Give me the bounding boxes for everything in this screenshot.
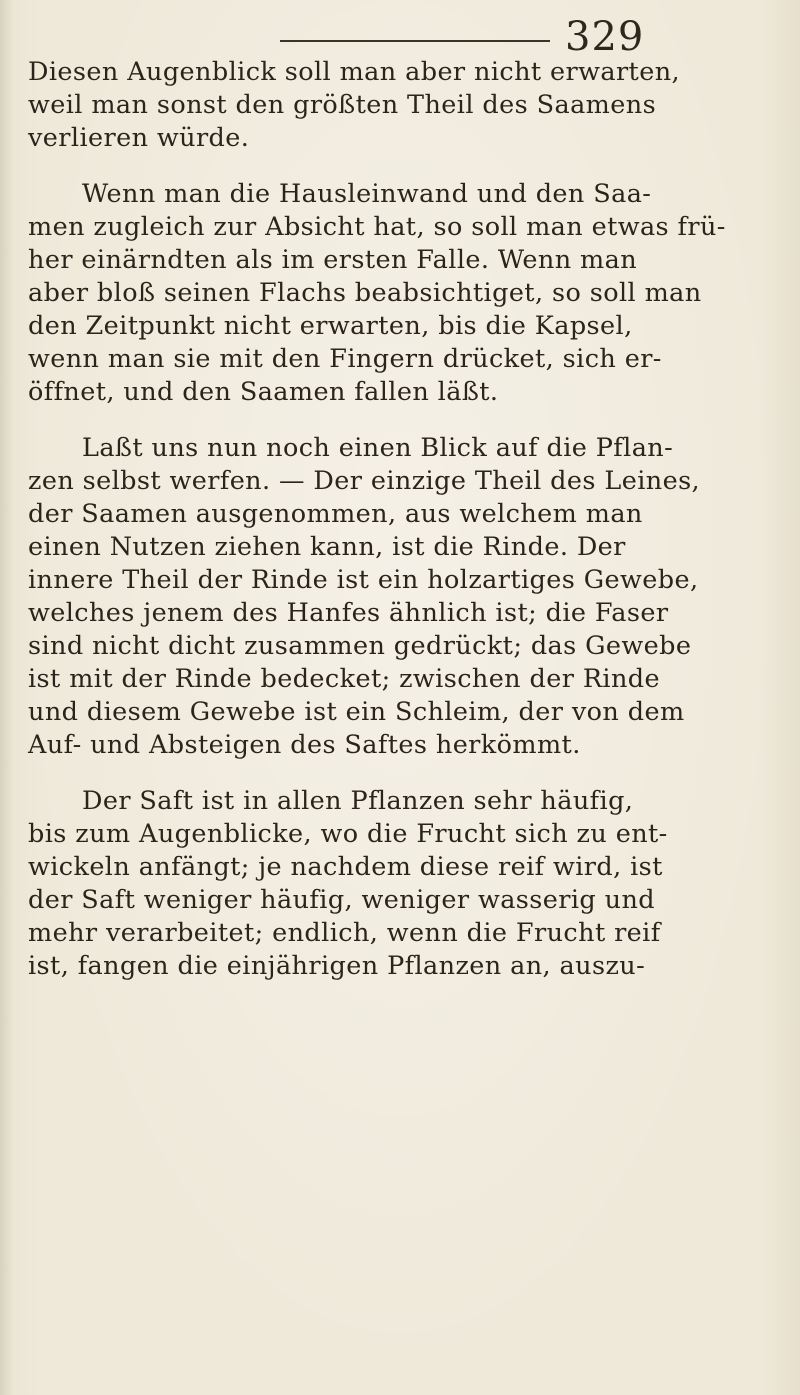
page-number: 329 (565, 14, 645, 60)
text-line: innere Theil der Rinde ist ein holzartiges Gewebe, (28, 565, 699, 595)
text-line: öffnet, und den Saamen fallen läßt. (28, 377, 499, 407)
paragraph (28, 56, 770, 155)
text-line: Der Saft ist in allen Pflanzen sehr häufig, (82, 786, 634, 816)
text-line: Diesen Augenblick soll man aber nicht erwarten, (28, 57, 681, 87)
text-line: Laßt uns nun noch einen Blick auf die Pflan- (82, 433, 674, 463)
paragraph (28, 178, 770, 409)
text-line: der Saamen ausgenommen, aus welchem man (28, 499, 643, 529)
text-line: einen Nutzen ziehen kann, ist die Rinde. Der (28, 532, 626, 562)
text-line: zen selbst werfen. — Der einzige Theil des Leines, (28, 466, 701, 496)
paragraph (28, 785, 770, 983)
text-line: mehr verarbeitet; endlich, wenn die Frucht reif (28, 918, 661, 948)
text-line: aber bloß seinen Flachs beabsichtiget, so soll man (28, 278, 702, 308)
text-line: Auf- und Absteigen des Saftes herkömmt. (28, 730, 581, 760)
text-line: her einärndten als im ersten Falle. Wenn man (28, 245, 638, 275)
text-line: und diesem Gewebe ist ein Schleim, der von dem (28, 697, 685, 727)
text-line: Wenn man die Hausleinwand und den Saa- (82, 179, 652, 209)
text-line: verlieren würde. (28, 123, 250, 153)
paragraph (28, 432, 770, 762)
text-line: weil man sonst den größten Theil des Saamens (28, 90, 657, 120)
text-line: wenn man sie mit den Fingern drücket, sich er- (28, 344, 662, 374)
text-line: bis zum Augenblicke, wo die Frucht sich zu ent- (28, 819, 668, 849)
text-line: den Zeitpunkt nicht erwarten, bis die Kapsel, (28, 311, 633, 341)
text-line: ist, fangen die einjährigen Pflanzen an, auszu- (28, 951, 646, 981)
body-text (28, 56, 770, 983)
header-rule (280, 40, 550, 42)
text-line: ist mit der Rinde bedecket; zwischen der Rinde (28, 664, 661, 694)
text-line: wickeln anfängt; je nachdem diese reif wird, ist (28, 852, 663, 882)
text-line: sind nicht dicht zusammen gedrückt; das Gewebe (28, 631, 692, 661)
text-line: der Saft weniger häufig, weniger wasserig und (28, 885, 655, 915)
text-line: welches jenem des Hanfes ähnlich ist; die Faser (28, 598, 669, 628)
text-line: men zugleich zur Absicht hat, so soll man etwas frü- (28, 212, 726, 242)
